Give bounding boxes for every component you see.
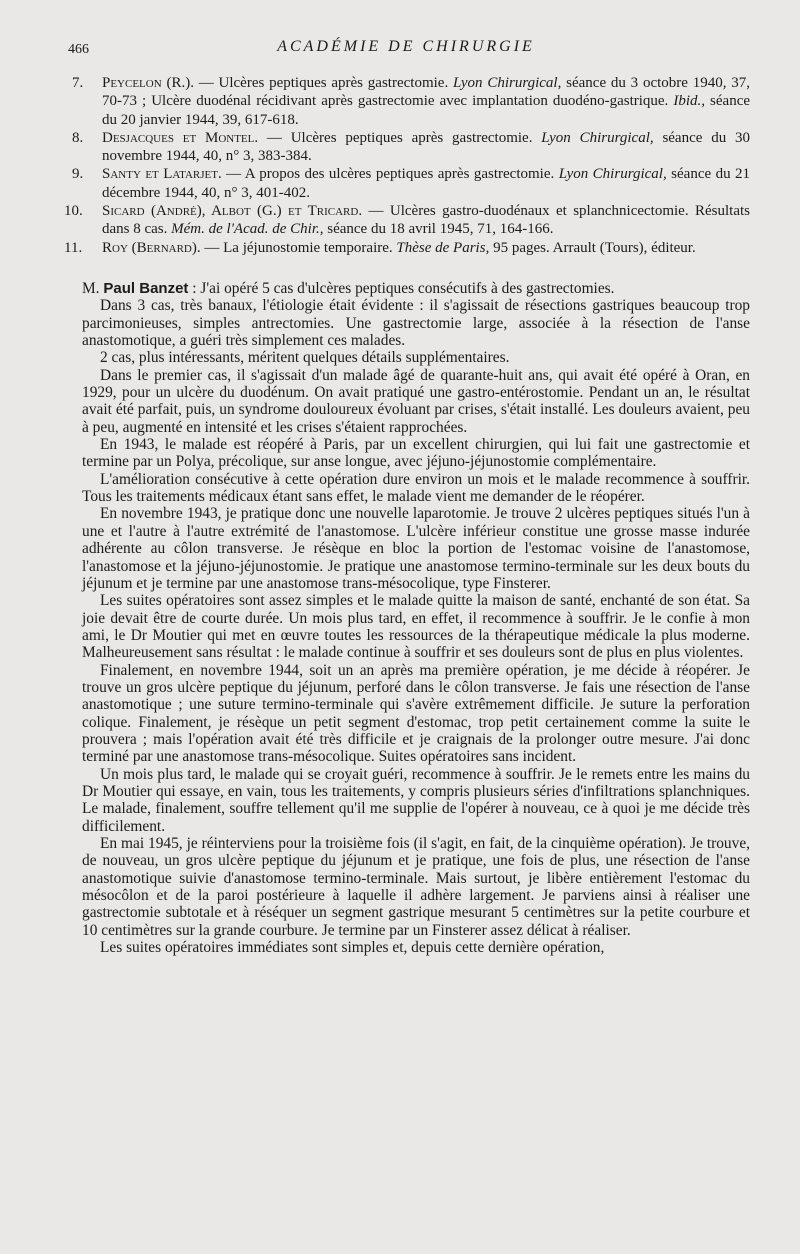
reference-text: — Ulcères peptiques après gastrectomie. xyxy=(258,129,542,146)
speaker-prefix: M. xyxy=(82,280,104,297)
reference-journal: Mém. de l'Acad. de Chir., xyxy=(171,221,324,238)
reference-number: 9. xyxy=(72,166,84,183)
reference-details: séance du 21 décembre 1944, 40, n° 3, 401-402. xyxy=(102,166,751,201)
reference-number: 10. xyxy=(64,203,83,220)
reference-number: 11. xyxy=(64,239,83,256)
reference-journal: Ibid., xyxy=(673,93,706,110)
paragraph: L'amélioration consécutive à cette opération dure environ un mois et le malade recommence à souffrir. Tous les traitements médicaux étant sans effet, le malade vient me demander de le réopérer. xyxy=(82,470,750,506)
paragraph-text: : J'ai opéré 5 cas d'ulcères peptiques consécutifs à des gastrectomies. xyxy=(188,280,615,297)
paragraph xyxy=(82,280,750,297)
reference-details: séance du 30 novembre 1944, 40, n° 3, 383-384. xyxy=(102,129,751,165)
speaker-name: Paul Banzet xyxy=(103,280,189,297)
reference-author: Desjacques et Montel. xyxy=(102,129,259,146)
reference-journal: Lyon Chirurgical, xyxy=(541,129,654,146)
reference-text: — A propos des ulcères peptiques après gastrectomie. xyxy=(221,166,559,183)
reference-details: séance du 3 octobre 1940, 37, 70-73 ; Ulcère duodénal récidivant après gastrectomie avec implantation duodéno-gastrique. xyxy=(102,75,750,110)
paragraph: Dans le premier cas, il s'agissait d'un malade âgé de quarante-huit ans, qui avait été opéré à Oran, en 1929, pour un ulcère du duodénum. On avait pratiqué une gastro-entérostomie. Pendant un an, le résultat avait été parfait, puis, un syndrome douloureux évoluant par crises, s'était installé. Les douleurs avaient, peu à peu, augmenté en intensité et les crises s'étaient rapprochées. xyxy=(82,366,750,436)
paragraph: Finalement, en novembre 1944, soit un an après ma première opération, je me décide à réopérer. Je trouve un gros ulcère peptique du jéjunum, perforé dans le côlon transverse. Je fais une résection de l'anse anastomotique ; une suture termino-terminale qui s'avère extrêmement difficile. Je suture la perforation colique. Finalement, je résèque un petit segment d'estomac, trop petit certainement comme la suite le prouvera ; mais l'opération avait été très difficile et je craignais de la prolonger outre mesure. J'ai donc terminé par une anastomose trans-mésocolique. Suites opératoires sans incident. xyxy=(82,661,750,766)
paragraph: En novembre 1943, je pratique donc une nouvelle laparotomie. Je trouve 2 ulcères peptiques situés l'un à une et l'autre à l'autre extrémité de l'anastomose. L'ulcère inférieur constitue une grosse masse indurée adhérente au côlon transverse. Je résèque en bloc la portion de l'estomac voisine de l'anastomose, l'anastomose et la jéjuno-jéjunostomie. Je pratique une anastomose termino-terminale sur les deux bouts du jéjunum et je termine par une anastomose trans-mésocolique, type Finsterer. xyxy=(82,505,750,592)
reference-journal: Thèse de Paris, xyxy=(396,239,490,256)
running-title: ACADÉMIE DE CHIRURGIE xyxy=(277,38,535,55)
reference-author: Sicard (André), Albot (G.) et Tricard. xyxy=(102,203,363,220)
reference-number: 8. xyxy=(72,129,84,146)
reference-text: — Ulcères gastro-duodénaux et splanchnicectomie. Résultats dans 8 cas. xyxy=(102,203,751,238)
page-number: 466 xyxy=(68,42,89,57)
bibliography xyxy=(64,74,751,257)
paragraph: En 1943, le malade est réopéré à Paris, par un excellent chirurgien, qui lui fait une gastrectomie et termine par un Polya, précolique, sur anse longue, avec jéjuno-jéjunostomie complémentaire. xyxy=(82,436,750,471)
reference-item xyxy=(68,165,750,202)
reference-number: 7. xyxy=(72,75,84,91)
paragraph: Dans 3 cas, très banaux, l'étiologie était évidente : il s'agissait de résections gastriques beaucoup trop parcimonieuses, simples antrectomies. Une gastrectomie large, associée à la résection de l'anse anastomotique, a guéri très simplement ces malades. xyxy=(82,297,750,350)
reference-item xyxy=(64,239,750,257)
paragraph: Les suites opératoires sont assez simples et le malade quitte la maison de santé, enchanté de son état. Sa joie devait être de courte durée. Un mois plus tard, en effet, il recommence à souffrir. Je le confie à mon ami, le Dr Moutier qui met en œuvre toutes les ressources de la thérapeutique médicale la plus moderne. Malheureusement sans résultat : le malade continue à souffrir et ses douleurs sont de plus en plus violentes. xyxy=(82,592,750,662)
reference-text: — Ulcères peptiques après gastrectomie. xyxy=(193,75,453,91)
body-text xyxy=(82,280,750,956)
paragraph: 2 cas, plus intéressants, méritent quelques détails supplémentaires. xyxy=(100,349,510,367)
reference-author: Santy et Latarjet. xyxy=(102,166,222,183)
reference-text: — La jéjunostomie temporaire. xyxy=(200,239,397,256)
reference-journal: Lyon Chirurgical, xyxy=(452,75,562,91)
reference-details: séance du 20 janvier 1944, 39, 617-618. xyxy=(102,93,751,128)
reference-details: séance du 18 avril 1945, 71, 164-166. xyxy=(323,221,554,238)
page-header xyxy=(68,38,744,60)
reference-author: Roy (Bernard). xyxy=(102,239,201,256)
paragraph: En mai 1945, je réinterviens pour la troisième fois (il s'agit, en fait, de la cinquième opération). Je trouve, de nouveau, un gros ulcère peptique du jéjunum et je pratique, une fois de plus, une résection de l'anse anastomotique suivie d'anastomose termino-terminale. Mais surtout, je libère entièrement l'estomac du mésocôlon et de la paroi postérieure à laquelle il adhère largement. Je parviens ainsi à réaliser une gastrectomie subtotale et à réséquer un segment gastrique mesurant 5 centimètres sur la petite courbure et 10 centimètres sur la grande courbure. Je termine par un Finsterer assez délicat à réaliser. xyxy=(82,835,750,939)
reference-item xyxy=(64,202,751,239)
paragraph: Les suites opératoires immédiates sont simples et, depuis cette dernière opération, xyxy=(100,939,605,957)
reference-author: Peycelon (R.). xyxy=(102,75,194,91)
reference-item xyxy=(68,74,750,129)
reference-item xyxy=(68,129,750,166)
reference-details: 95 pages. Arrault (Tours), éditeur. xyxy=(489,239,696,256)
paragraph: Un mois plus tard, le malade qui se croyait guéri, recommence à souffrir. Je le remets entre les mains du Dr Moutier qui essaye, en vain, tous les traitements, y compris plusieurs séries d'infiltrations splanchniques. Le malade, finalement, souffre tellement qu'il me supplie de l'opérer à nouveau, ce à quoi je me décide très difficilement. xyxy=(82,765,750,835)
reference-journal: Lyon Chirurgical, xyxy=(558,166,667,183)
